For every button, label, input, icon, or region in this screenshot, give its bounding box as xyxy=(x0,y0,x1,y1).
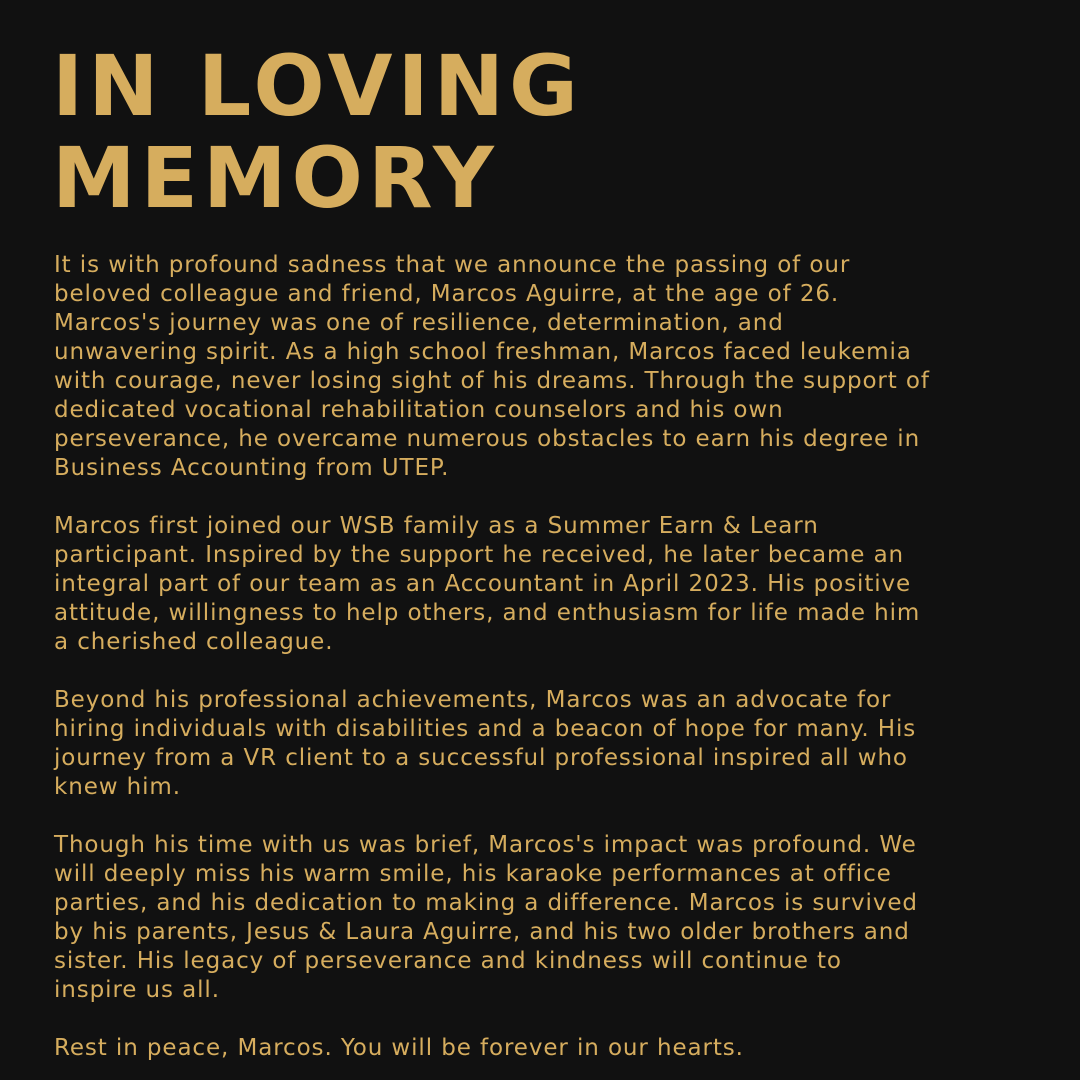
text-line: dedicated vocational rehabilitation counselors and his own xyxy=(54,397,784,423)
text-line: a cherished colleague. xyxy=(54,629,334,655)
text-line: journey from a VR client to a successful professional inspired all who xyxy=(54,745,908,771)
text-line: beloved colleague and friend, Marcos Aguirre, at the age of 26. xyxy=(54,281,840,307)
title-line: IN LOVING xyxy=(52,37,583,135)
paragraph-career xyxy=(54,512,1039,657)
text-line: sister. His legacy of perseverance and kindness will continue to xyxy=(54,948,842,974)
paragraph-legacy xyxy=(54,831,1039,1005)
text-line: Rest in peace, Marcos. You will be forever in our hearts. xyxy=(54,1035,744,1061)
text-line: inspire us all. xyxy=(54,977,220,1003)
paragraph-closing xyxy=(54,1034,1039,1063)
text-line: Beyond his professional achievements, Marcos was an advocate for xyxy=(54,687,892,713)
text-line: It is with profound sadness that we announce the passing of our xyxy=(54,252,851,278)
text-line: will deeply miss his warm smile, his karaoke performances at office xyxy=(54,861,892,887)
title-line: MEMORY xyxy=(52,129,499,227)
text-line: integral part of our team as an Accountant in April 2023. His positive xyxy=(54,571,912,597)
text-line: participant. Inspired by the support he received, he later became an xyxy=(54,542,905,568)
text-line: hiring individuals with disabilities and a beacon of hope for many. His xyxy=(54,716,917,742)
text-line: parties, and his dedication to making a difference. Marcos is survived xyxy=(54,890,918,916)
page-title xyxy=(52,37,583,227)
text-line: Marcos first joined our WSB family as a Summer Earn & Learn xyxy=(54,513,819,539)
text-line: Marcos's journey was one of resilience, determination, and xyxy=(54,310,784,336)
text-line: Though his time with us was brief, Marcos's impact was profound. We xyxy=(54,832,917,858)
paragraph-advocacy xyxy=(54,686,1039,802)
memorial-text xyxy=(54,251,1039,1063)
text-line: perseverance, he overcame numerous obstacles to earn his degree in xyxy=(54,426,921,452)
text-line: Business Accounting from UTEP. xyxy=(54,455,450,481)
text-line: with courage, never losing sight of his dreams. Through the support of xyxy=(54,368,930,394)
paragraph-passing xyxy=(54,251,1039,483)
text-line: unwavering spirit. As a high school freshman, Marcos faced leukemia xyxy=(54,339,912,365)
text-line: knew him. xyxy=(54,774,181,800)
text-line: attitude, willingness to help others, and enthusiasm for life made him xyxy=(54,600,921,626)
text-line: by his parents, Jesus & Laura Aguirre, and his two older brothers and xyxy=(54,919,910,945)
